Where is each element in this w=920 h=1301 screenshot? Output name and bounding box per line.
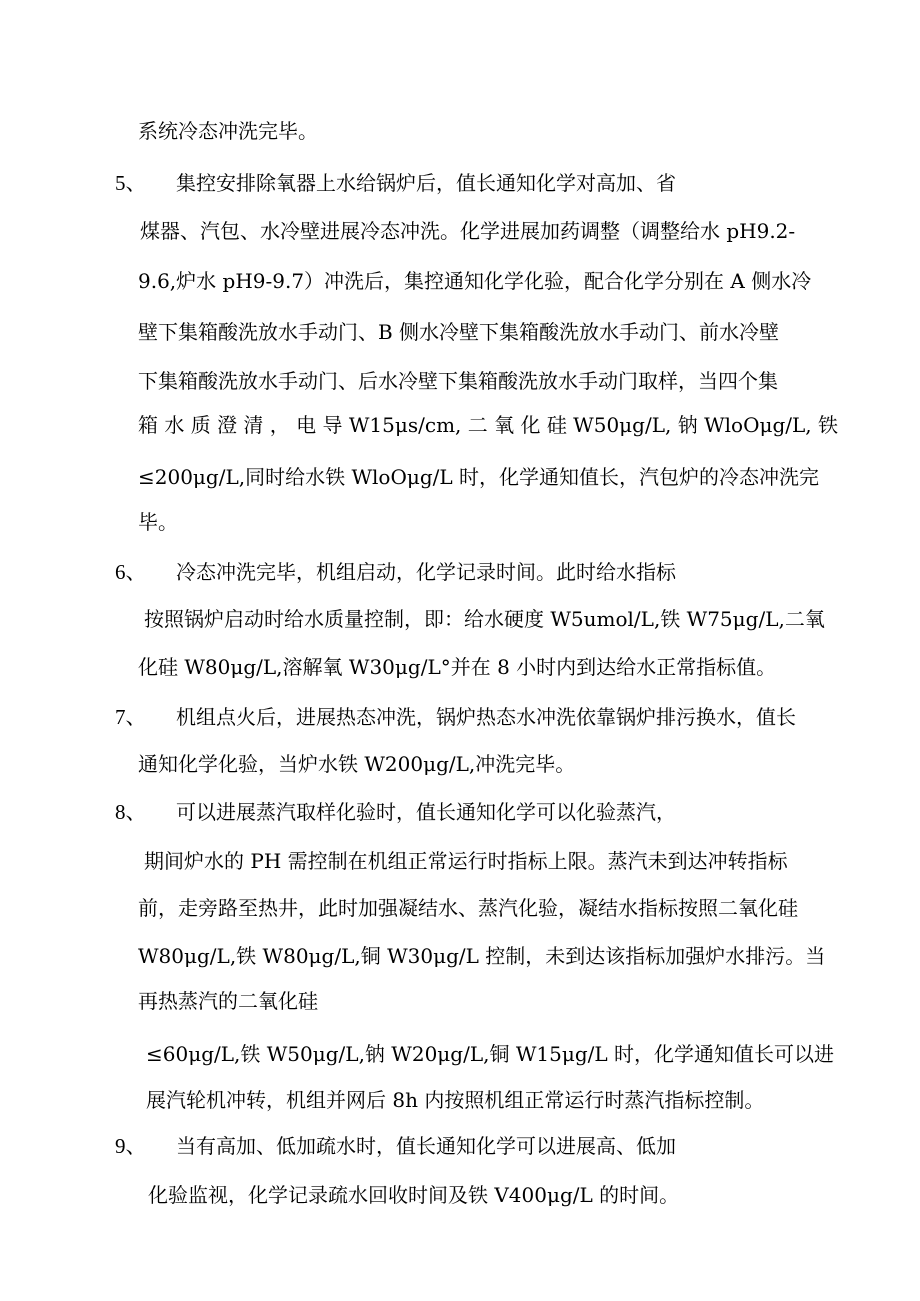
text-line: 壁下集箱酸洗放水手动门、B 侧水冷壁下集箱酸洗放水手动门、前水冷壁 [138,320,780,344]
list-number: 6、 [115,560,147,584]
text-line: 机组点火后，进展热态冲洗，锅炉热态水冲洗依靠锅炉排污换水，值长 [176,705,796,729]
text-line: 化硅 W80μg∕L,溶解氧 W30μg∕L°并在 8 小时内到达给水正常指标值。 [138,655,777,679]
text-line: 煤器、汽包、水冷壁进展冷态冲洗。化学进展加药调整（调整给水 pH9.2- [140,219,796,243]
text-line: 化验监视，化学记录疏水回收时间及铁 V400μg∕L 的时间。 [148,1183,680,1207]
list-number: 7、 [115,705,147,729]
list-number: 9、 [115,1134,147,1158]
text-line: 再热蒸汽的二氧化硅 [138,989,318,1013]
text-line: 按照锅炉启动时给水质量控制，即：给水硬度 W5umol∕L,铁 W75μg∕L,二氧 [144,607,825,631]
list-number: 5、 [115,171,147,195]
text-line: 前，走旁路至热井，此时加强凝结水、蒸汽化验，凝结水指标按照二氧化硅 [138,896,798,920]
text-line: W80μg∕L,铁 W80μg∕L,铜 W30μg∕L 控制，未到达该指标加强炉水排污。当 [138,944,826,968]
text-line: 期间炉水的 PH 需控制在机组正常运行时指标上限。蒸汽未到达冲转指标 [144,849,788,873]
text-line: 通知化学化验，当炉水铁 W200μg∕L,冲洗完毕。 [138,752,576,776]
text-line: 下集箱酸洗放水手动门、后水冷壁下集箱酸洗放水手动门取样，当四个集 [138,369,778,393]
list-number: 8、 [115,800,147,824]
text-line: 9.6,炉水 pH9-9.7）冲洗后，集控通知化学化验，配合化学分别在 A 侧水冷 [138,269,812,293]
text-line: ≤200μg∕L,同时给水铁 WloOμg∕L 时，化学通知值长，汽包炉的冷态冲洗完 [138,465,820,489]
text-line: 展汽轮机冲转，机组并网后 8h 内按照机组正常运行时蒸汽指标控制。 [146,1088,765,1112]
text-line: 毕。 [138,510,178,534]
text-line: 集控安排除氧器上水给锅炉后，值长通知化学对高加、省 [176,171,676,195]
text-line: 冷态冲洗完毕，机组启动，化学记录时间。此时给水指标 [176,560,676,584]
text-line: 系统冷态冲洗完毕。 [138,119,318,143]
text-line: 箱 水 质 澄 清 ， 电 导 W15μs∕cm, 二 氧 化 硅 W50μg∕L, 钠 WloOμg∕L, 铁 [138,413,838,437]
text-line: 当有高加、低加疏水时，值长通知化学可以进展高、低加 [176,1134,676,1158]
text-line: ≤60μg∕L,铁 W50μg∕L,钠 W20μg∕L,铜 W15μg∕L 时，化学通知值长可以进 [146,1042,835,1066]
text-line: 可以进展蒸汽取样化验时，值长通知化学可以化验蒸汽， [176,800,676,824]
